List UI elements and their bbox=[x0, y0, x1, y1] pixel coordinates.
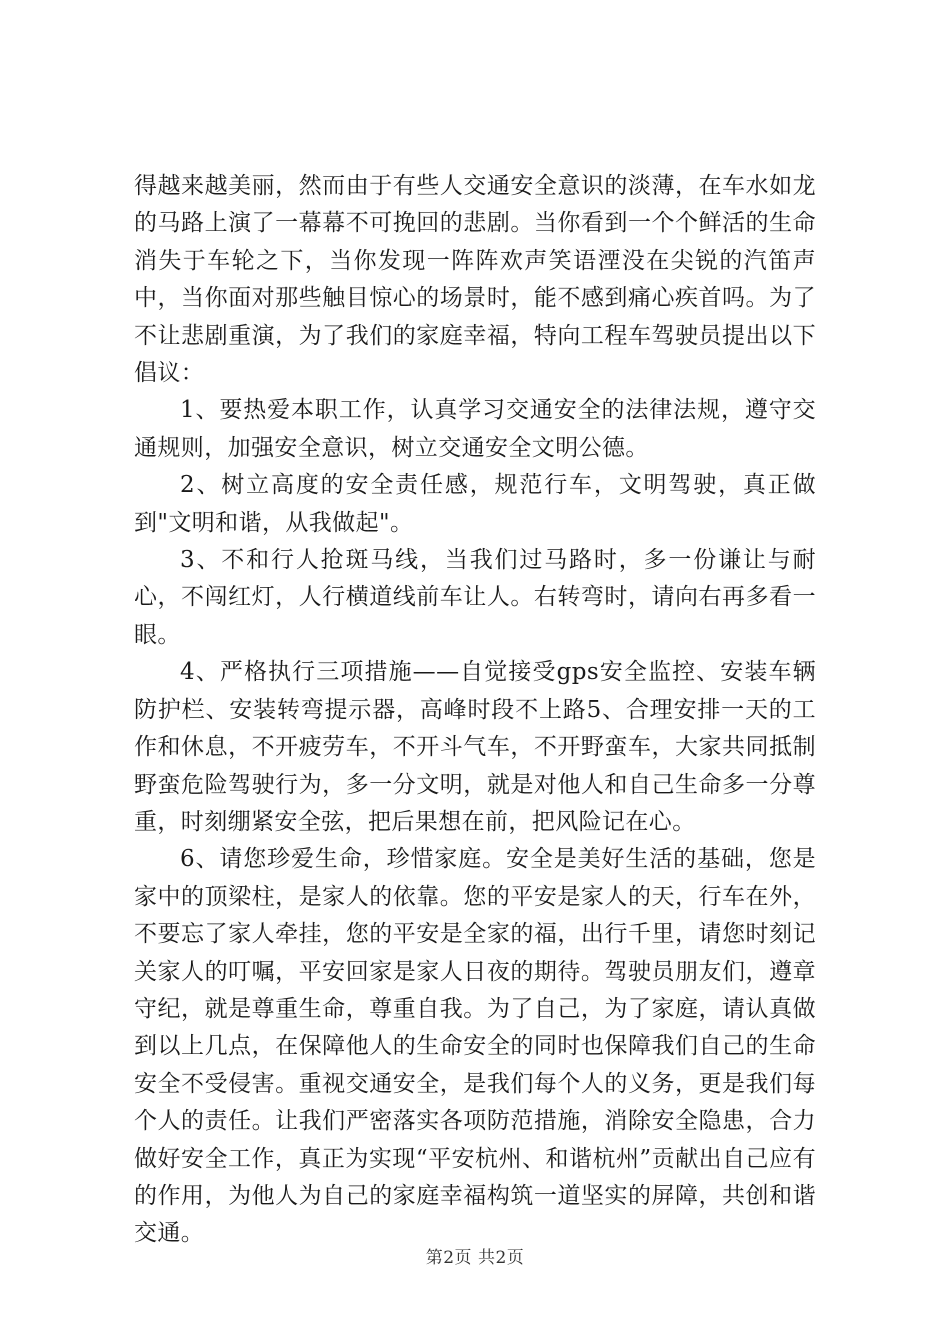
paragraph-item-6: 6、请您珍爱生命，珍惜家庭。安全是美好生活的基础，您是家中的顶梁柱，是家人的依靠。您的平安是家人的天，行车在外，不要忘了家人牵挂，您的平安是全家的福，出行千里，请您时刻记关家人的叮嘱，平安回家是家人日夜的期待。驾驶员朋友们，遵章守纪，就是尊重生命，尊重自我。为了自己，为了家庭，请认真做到以上几点，在保障他人的生命安全的同时也保障我们自己的生命安全不受侵害。重视交通安全，是我们每个人的义务，更是我们每个人的责任。让我们严密落实各项防范措施，消除安全隐患，合力做好安全工作，真正为实现“平安杭州、和谐杭州”贡献出自己应有的作用，为他人为自己的家庭幸福构筑一道坚实的屏障，共创和谐交通。 bbox=[134, 846, 816, 1247]
page-number-footer: 第2页 共2页 bbox=[425, 1248, 525, 1268]
document-body bbox=[134, 168, 816, 1253]
paragraph-item-4-5: 4、严格执行三项措施——自觉接受gps安全监控、安装车辆防护栏、安装转弯提示器，高峰时段不上路5、合理安排一天的工作和休息，不开疲劳车，不开斗气车，不开野蛮车，大家共同抵制野蛮危险驾驶行为，多一分文明，就是对他人和自己生命多一分尊重，时刻绷紧安全弦，把后果想在前，把风险记在心。 bbox=[134, 659, 816, 835]
paragraph-item-2: 2、树立高度的安全责任感，规范行车，文明驾驶，真正做到"文明和谐，从我做起"。 bbox=[134, 472, 816, 536]
paragraph-item-1: 1、要热爱本职工作，认真学习交通安全的法律法规，遵守交通规则，加强安全意识，树立交通安全文明公德。 bbox=[134, 397, 816, 461]
paragraph-item-3: 3、不和行人抢斑马线，当我们过马路时，多一份谦让与耐心，不闯红灯，人行横道线前车让人。右转弯时，请向右再多看一眼。 bbox=[134, 547, 816, 648]
paragraph-intro: 得越来越美丽，然而由于有些人交通安全意识的淡薄，在车水如龙的马路上演了一幕幕不可挽回的悲剧。当你看到一个个鲜活的生命消失于车轮之下，当你发现一阵阵欢声笑语湮没在尖锐的汽笛声中，当你面对那些触目惊心的场景时，能不感到痛心疾首吗。为了不让悲剧重演，为了我们的家庭幸福，特向工程车驾驶员提出以下倡议： bbox=[134, 173, 816, 387]
